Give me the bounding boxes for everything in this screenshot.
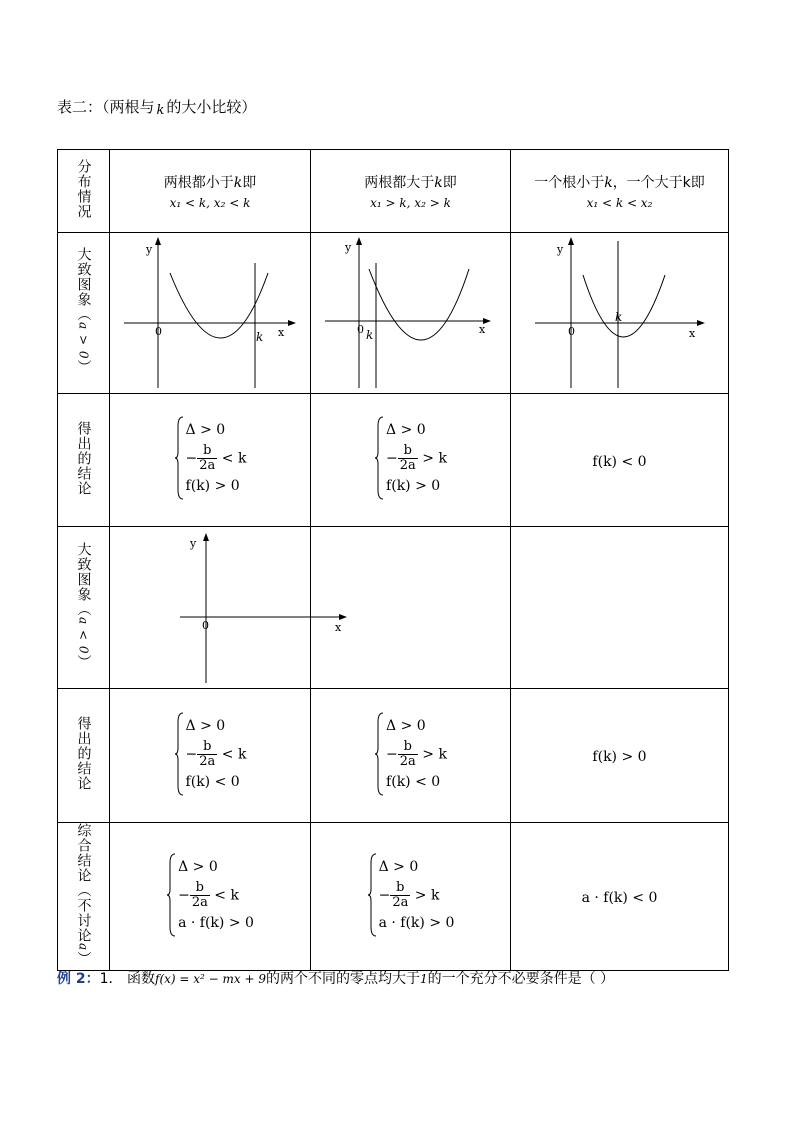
header-col3: 一个根小于k，一个大于k即 x₁ < k < x₂ <box>511 150 729 233</box>
example-label: 例 2： <box>57 971 100 987</box>
condition-col2: x₁ > k, x₂ > k <box>370 196 451 210</box>
row-label-graph-positive: 大致图象（a > 0） <box>58 233 110 394</box>
graph-pos-col1 <box>110 233 311 394</box>
combined-col2: Δ > 0 − $\frac{b}{2a}$ > k a · f(k) > 0 <box>311 823 511 971</box>
table-heading <box>57 96 256 117</box>
parabola-up-graph-1 <box>110 233 310 389</box>
row-combined <box>58 823 729 971</box>
svg-text:0: 0 <box>202 619 209 632</box>
row-label-combined: 综合结论（不讨论a） <box>58 823 110 971</box>
root-comparison-table <box>57 149 729 971</box>
graph-neg-col3 <box>511 527 729 689</box>
heading-k: k <box>156 103 165 118</box>
graph-neg-col1 <box>110 527 342 689</box>
k-label: k <box>256 330 264 344</box>
condition-col1: x₁ < k, x₂ < k <box>169 196 251 210</box>
parabola-up-graph-2 <box>311 233 510 389</box>
graph-pos-col2 <box>311 233 511 394</box>
conclusion-neg-col2: Δ > 0 − $\frac{b}{2a}$ > k f(k) < 0 <box>311 689 511 823</box>
svg-text:y: y <box>557 243 564 256</box>
conclusion-pos-col3: f(k) < 0 <box>511 394 729 527</box>
header-col1: 两根都小于k即 x₁ < k, x₂ < k <box>110 150 311 233</box>
function-expression: f(x) = x² − mx + 9 <box>155 972 266 986</box>
svg-text:x: x <box>689 327 696 340</box>
svg-text:x: x <box>479 323 486 336</box>
svg-text:y: y <box>345 241 352 254</box>
row-label-conclusion-1: 得出的结论 <box>58 394 110 527</box>
condition-col3: x₁ < k < x₂ <box>586 196 653 210</box>
heading-suffix: 的大小比较） <box>166 98 257 116</box>
heading-prefix: 表二：（两根与 <box>57 98 155 116</box>
header-col2: 两根都大于k即 x₁ > k, x₂ > k <box>311 150 511 233</box>
svg-text:k: k <box>615 310 623 324</box>
graph-neg-col2 <box>311 527 511 689</box>
parabola-down-graph-1 <box>110 527 342 684</box>
graph-pos-col3 <box>511 233 729 394</box>
svg-text:x: x <box>335 621 342 634</box>
row-label-graph-negative: 大致图象（a < 0） <box>58 527 110 689</box>
row-graph-negative <box>58 527 729 689</box>
row-distribution <box>58 150 729 233</box>
svg-text:0: 0 <box>357 323 364 336</box>
row-graph-positive <box>58 233 729 394</box>
combined-col3: a · f(k) < 0 <box>511 823 729 971</box>
conclusion-neg-col1: Δ > 0 − $\frac{b}{2a}$ < k f(k) < 0 <box>110 689 311 823</box>
y-axis-label: y <box>146 243 153 256</box>
conclusion-pos-col2: Δ > 0 − $\frac{b}{2a}$ > k f(k) > 0 <box>311 394 511 527</box>
row-conclusion-negative <box>58 689 729 823</box>
conclusion-neg-col3: f(k) > 0 <box>511 689 729 823</box>
conclusion-pos-col1: Δ > 0 − $\frac{b}{2a}$ < k f(k) > 0 <box>110 394 311 527</box>
parabola-up-graph-3 <box>511 233 728 389</box>
row-label-distribution: 分布情况 <box>58 150 110 233</box>
svg-text:0: 0 <box>568 325 575 338</box>
combined-col1: Δ > 0 − $\frac{b}{2a}$ < k a · f(k) > 0 <box>110 823 311 971</box>
row-conclusion-positive <box>58 394 729 527</box>
example-question: 例 2：1． 函数f(x) = x² − mx + 9的两个不同的零点均大于1的一个充分不必要条件是（ ） <box>57 971 615 987</box>
svg-text:k: k <box>366 328 374 342</box>
origin-label: 0 <box>155 325 162 338</box>
svg-text:y: y <box>190 537 197 550</box>
x-axis-label: x <box>278 326 285 339</box>
row-label-conclusion-2: 得出的结论 <box>58 689 110 823</box>
